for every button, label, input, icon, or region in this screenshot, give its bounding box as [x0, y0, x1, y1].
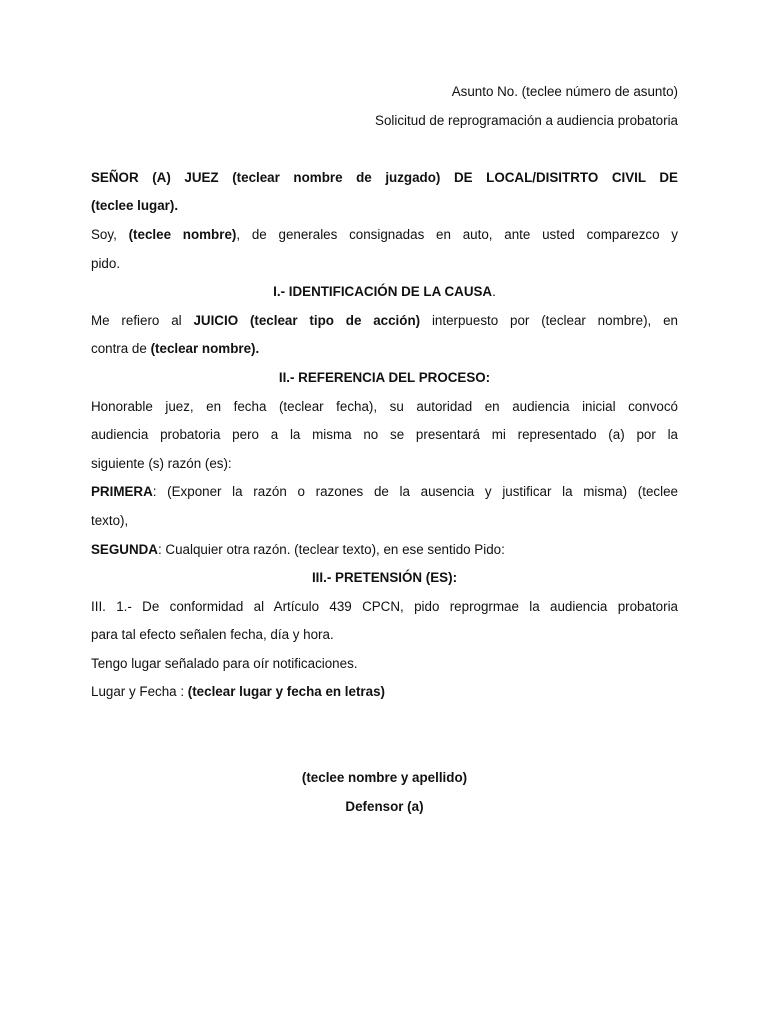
section-3-title: III.- PRETENSIÓN (ES): — [311, 570, 458, 586]
segunda-text: : Cualquier otra razón. (teclear texto), en ese sentido Pido: — [157, 541, 505, 557]
section-1-heading — [91, 278, 678, 307]
section-1-title-dot: . — [492, 284, 496, 300]
signature-name: (teclee nombre y apellido) — [301, 770, 468, 786]
address-juzgado: (teclear nombre de juzgado) — [232, 169, 441, 185]
spacer — [91, 707, 678, 764]
notificaciones-line: Tengo lugar señalado para oír notificaciones. — [91, 655, 358, 671]
contra-nombre: (teclear nombre). — [150, 341, 260, 357]
primera-line-1 — [91, 478, 678, 507]
address-local: DE LOCAL/DISITRTO CIVIL DE — [453, 169, 678, 185]
spacer — [91, 135, 678, 164]
signature-role: Defensor (a) — [345, 798, 424, 814]
interpuesto: interpuesto por (teclear nombre), en — [431, 312, 678, 328]
lugar-fecha-value: (teclear lugar y fecha en letras) — [187, 684, 385, 700]
segunda-line — [91, 536, 678, 565]
section-1-line-2 — [91, 335, 678, 364]
section-2-line-1: Honorable juez, en fecha (teclear fecha), su autoridad en audiencia inicial convocó — [91, 398, 678, 414]
asunto-number: Asunto No. (teclee número de asunto) — [451, 84, 678, 99]
section-2-line-2: audiencia probatoria pero a la misma no se presentará mi representado (a) por la — [91, 427, 678, 443]
primera-line-2: texto), — [91, 512, 129, 528]
intro-line-2: pido. — [91, 255, 121, 271]
intro-nombre: (teclee nombre) — [128, 226, 237, 242]
me-refiero: Me refiero al — [91, 312, 182, 328]
intro-line-1 — [91, 221, 678, 250]
section-3-line-1: III. 1.- De conformidad al Artículo 439 CPCN, pido reprogrmae la audiencia probatoria — [91, 598, 678, 614]
section-2-line-3: siguiente (s) razón (es): — [91, 455, 232, 471]
primera-text: : (Exponer la razón o razones de la ausencia y justificar la misma) (teclee — [152, 484, 678, 500]
section-3-line-2: para tal efecto señalen fecha, día y hora. — [91, 627, 334, 643]
segunda-label: SEGUNDA — [91, 541, 158, 557]
request-subject: Solicitud de reprogramación a audiencia probatoria — [375, 112, 678, 128]
address-lugar: (teclee lugar). — [91, 198, 179, 214]
section-2-title: II.- REFERENCIA DEL PROCESO: — [278, 369, 491, 385]
intro-soy: Soy, — [91, 226, 117, 242]
address-line — [91, 164, 678, 193]
section-1-title: I.- IDENTIFICACIÓN DE LA CAUSA — [273, 284, 493, 300]
contra: contra de — [91, 341, 147, 357]
intro-rest: , de generales consignadas en auto, ante usted comparezco y — [236, 226, 678, 242]
juicio: JUICIO (teclear tipo de acción) — [193, 312, 421, 328]
primera-label: PRIMERA — [91, 484, 153, 500]
address-senor: SEÑOR (A) JUEZ — [91, 169, 219, 185]
section-1-line-1 — [91, 307, 678, 336]
lugar-fecha-label: Lugar y Fecha : — [91, 684, 188, 700]
document-page — [91, 78, 678, 821]
lugar-fecha-line — [91, 678, 678, 707]
